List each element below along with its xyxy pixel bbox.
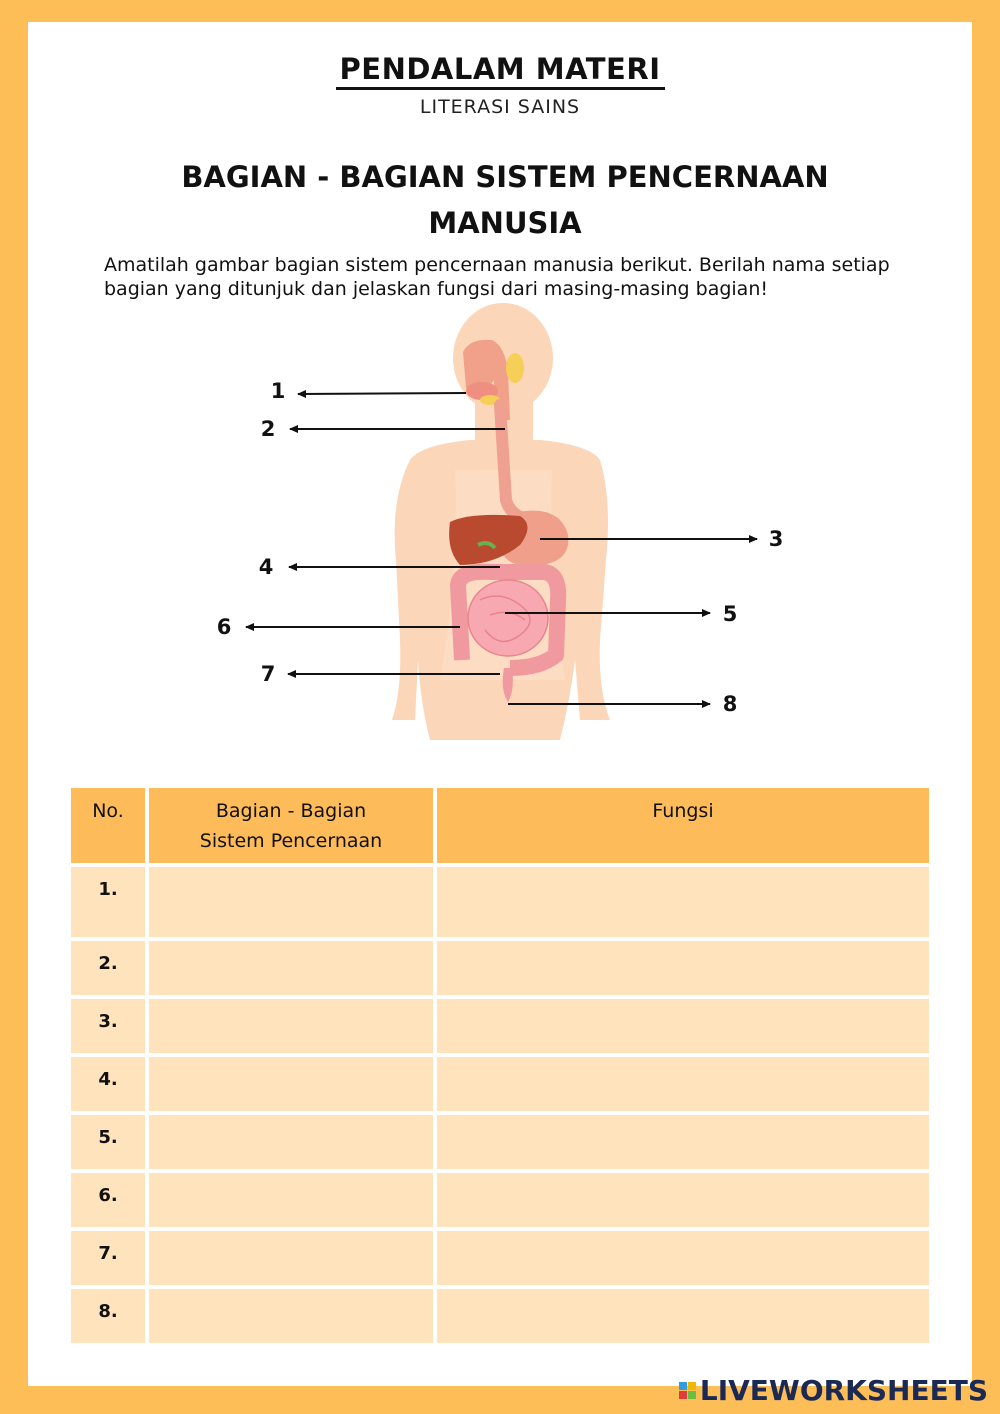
brand-watermark bbox=[679, 1374, 988, 1407]
row-number: 2. bbox=[71, 941, 145, 995]
header-part-line2: Sistem Pencernaan bbox=[199, 830, 383, 852]
function-answer-cell[interactable] bbox=[437, 1173, 929, 1227]
diagram-label-6: 6 bbox=[216, 615, 232, 639]
table-row bbox=[71, 1173, 929, 1227]
digestive-system-diagram bbox=[0, 300, 1000, 750]
diagram-label-8: 8 bbox=[722, 692, 738, 716]
part-answer-cell[interactable] bbox=[149, 1057, 433, 1111]
row-number: 8. bbox=[71, 1289, 145, 1343]
row-number: 6. bbox=[71, 1173, 145, 1227]
header-function: Fungsi bbox=[437, 788, 929, 863]
row-number: 4. bbox=[71, 1057, 145, 1111]
small-intestine-shape bbox=[468, 580, 548, 656]
main-title bbox=[0, 154, 1000, 246]
row-number: 7. bbox=[71, 1231, 145, 1285]
header-no: No. bbox=[71, 788, 145, 863]
header-part-line1: Bagian - Bagian bbox=[215, 800, 367, 822]
main-title-line2: MANUSIA bbox=[428, 206, 582, 240]
function-answer-cell[interactable] bbox=[437, 1289, 929, 1343]
function-answer-cell[interactable] bbox=[437, 941, 929, 995]
function-answer-cell[interactable] bbox=[437, 1115, 929, 1169]
header-part bbox=[149, 788, 433, 863]
table-row bbox=[71, 941, 929, 995]
instruction-text: Amatilah gambar bagian sistem pencernaan manusia berikut. Berilah nama setiap bagian yang ditunjuk dan jelaskan fungsi dari masing-masing bagian! bbox=[104, 254, 890, 300]
table-row bbox=[71, 1231, 929, 1285]
row-number: 3. bbox=[71, 999, 145, 1053]
part-answer-cell[interactable] bbox=[149, 1231, 433, 1285]
header-title: PENDALAM MATERI bbox=[0, 52, 1000, 86]
diagram-label-4: 4 bbox=[258, 555, 274, 579]
table-row bbox=[71, 1115, 929, 1169]
table-row bbox=[71, 999, 929, 1053]
diagram-label-3: 3 bbox=[768, 527, 784, 551]
part-answer-cell[interactable] bbox=[149, 941, 433, 995]
diagram-label-5: 5 bbox=[722, 602, 738, 626]
main-title-line1: BAGIAN - BAGIAN SISTEM PENCERNAAN bbox=[181, 160, 829, 194]
function-answer-cell[interactable] bbox=[437, 1057, 929, 1111]
table-row bbox=[71, 867, 929, 937]
function-answer-cell[interactable] bbox=[437, 1231, 929, 1285]
part-answer-cell[interactable] bbox=[149, 1173, 433, 1227]
brand-text: LIVEWORKSHEETS bbox=[699, 1374, 988, 1407]
part-answer-cell[interactable] bbox=[149, 1289, 433, 1343]
row-number: 5. bbox=[71, 1115, 145, 1169]
part-answer-cell[interactable] bbox=[149, 867, 433, 937]
part-answer-cell[interactable] bbox=[149, 999, 433, 1053]
diagram-label-1: 1 bbox=[270, 379, 286, 403]
table-header-row bbox=[71, 788, 929, 863]
row-number: 1. bbox=[71, 867, 145, 937]
answer-table bbox=[67, 784, 933, 1347]
diagram-label-7: 7 bbox=[260, 662, 276, 686]
part-answer-cell[interactable] bbox=[149, 1115, 433, 1169]
function-answer-cell[interactable] bbox=[437, 867, 929, 937]
diagram-label-2: 2 bbox=[260, 417, 276, 441]
header-subtitle: LITERASI SAINS bbox=[419, 96, 581, 118]
table-row bbox=[71, 1057, 929, 1111]
table-row bbox=[71, 1289, 929, 1343]
function-answer-cell[interactable] bbox=[437, 999, 929, 1053]
brand-logo-icon bbox=[679, 1382, 696, 1399]
